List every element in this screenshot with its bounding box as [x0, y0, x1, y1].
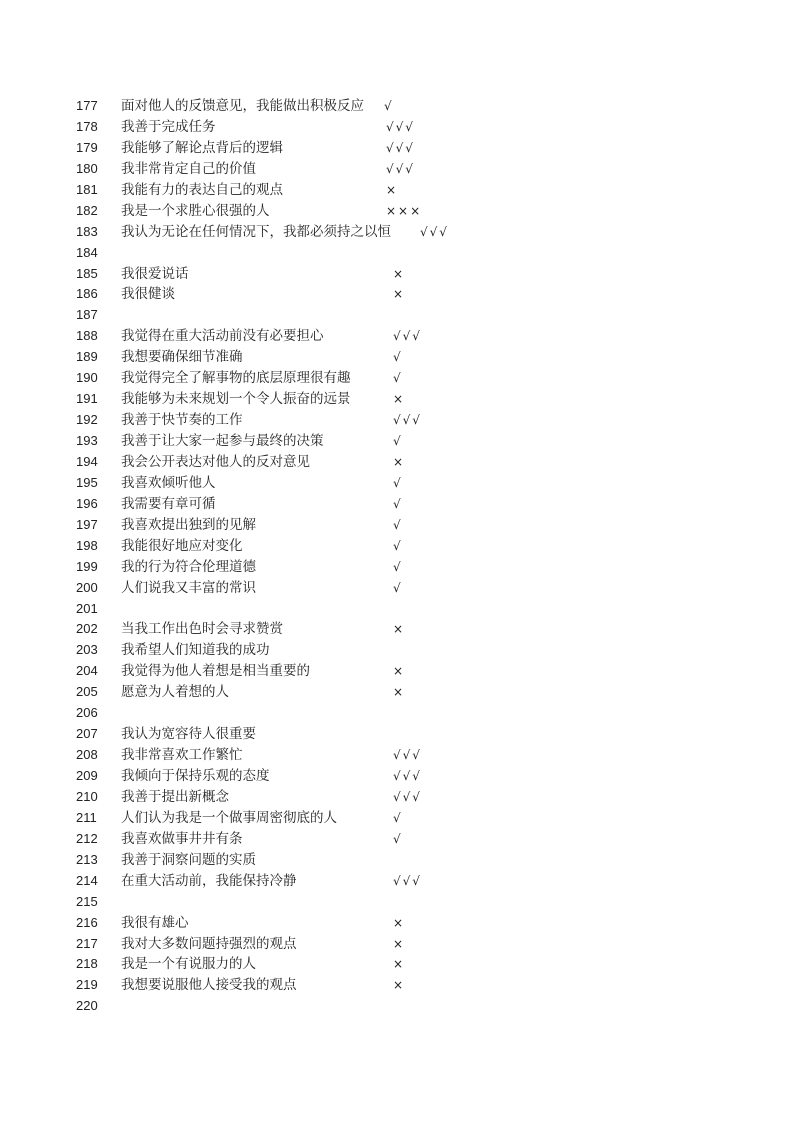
statement-text: 我喜欢做事井井有条 — [121, 830, 243, 847]
response-mark: √ — [393, 580, 403, 595]
response-mark: × — [393, 622, 406, 637]
list-item — [0, 766, 800, 787]
response-mark: ××× — [386, 203, 423, 218]
row-number: 196 — [76, 495, 98, 511]
statement-text: 我能很好地应对变化 — [121, 537, 243, 554]
row-number: 184 — [76, 244, 98, 260]
statement-text: 我倾向于保持乐观的态度 — [121, 768, 270, 784]
list-item — [0, 389, 800, 410]
response-mark: √√√ — [393, 413, 422, 428]
list-item — [0, 473, 800, 494]
statement-text: 我善于提出新概念 — [121, 788, 229, 805]
row-number: 177 — [76, 98, 98, 113]
response-mark: √ — [393, 475, 403, 490]
statement-text: 我会公开表达对他人的反对意见 — [121, 453, 310, 470]
response-mark: × — [393, 287, 406, 302]
list-item — [0, 703, 800, 724]
response-mark: × — [393, 685, 406, 700]
row-number: 203 — [76, 642, 98, 658]
statement-text: 我想要确保细节准确 — [121, 349, 243, 366]
response-mark: × — [386, 182, 399, 197]
list-item — [0, 305, 800, 326]
row-number: 206 — [76, 705, 98, 721]
list-item — [0, 494, 800, 515]
response-mark: √ — [393, 810, 403, 825]
list-item — [0, 619, 800, 640]
response-mark: √ — [393, 350, 403, 365]
row-number: 202 — [76, 621, 98, 637]
response-mark: × — [393, 915, 406, 930]
list-item — [0, 745, 800, 766]
row-number: 182 — [76, 202, 98, 218]
row-number: 197 — [76, 516, 98, 532]
statement-text: 我认为无论在任何情况下，我都必须持之以恒 — [121, 223, 391, 240]
row-number: 199 — [76, 558, 98, 574]
statement-text: 我希望人们知道我的成功 — [121, 642, 270, 659]
list-item — [0, 180, 800, 201]
row-number: 213 — [76, 851, 98, 867]
list-item — [0, 557, 800, 578]
statement-text: 在重大活动前，我能保持冷静 — [121, 872, 297, 889]
statement-text: 我的行为符合伦理道德 — [121, 558, 256, 575]
response-mark: √√√ — [386, 161, 415, 176]
list-item — [0, 871, 800, 892]
list-item — [0, 578, 800, 599]
row-number: 219 — [76, 977, 98, 993]
response-mark: √√√ — [393, 873, 422, 888]
row-number: 201 — [76, 600, 98, 616]
list-item — [0, 892, 800, 913]
row-number: 198 — [76, 537, 98, 553]
list-item — [0, 159, 800, 180]
row-number: 210 — [76, 788, 98, 804]
list-item — [0, 138, 800, 159]
statement-text: 我善于快节奏的工作 — [121, 412, 243, 429]
list-item — [0, 536, 800, 557]
list-item — [0, 829, 800, 850]
response-mark: √√√ — [393, 769, 422, 783]
statement-text: 人们认为我是一个做事周密彻底的人 — [121, 809, 337, 826]
response-mark: √ — [393, 517, 403, 532]
statement-text: 人们说我又丰富的常识 — [121, 579, 256, 596]
statement-text: 我认为宽容待人很重要 — [121, 726, 256, 743]
response-mark: √√√ — [420, 224, 449, 239]
statement-text: 我想要说服他人接受我的观点 — [121, 977, 297, 994]
statement-text: 我能够了解论点背后的逻辑 — [121, 139, 283, 156]
response-mark: √√√ — [393, 329, 422, 344]
response-mark: √ — [393, 831, 403, 846]
row-number: 214 — [76, 872, 98, 888]
row-number: 205 — [76, 684, 98, 700]
row-number: 178 — [76, 118, 98, 134]
list-item — [0, 326, 800, 347]
response-mark: √√√ — [386, 119, 415, 134]
row-number: 204 — [76, 663, 98, 679]
response-mark: √ — [384, 99, 394, 113]
statement-text: 我喜欢提出独到的见解 — [121, 516, 256, 533]
row-number: 191 — [76, 391, 98, 407]
row-number: 211 — [76, 809, 97, 825]
response-mark: √√√ — [393, 748, 422, 763]
row-number: 200 — [76, 579, 98, 595]
response-mark: √ — [393, 538, 403, 553]
row-number: 190 — [76, 370, 98, 386]
list-item — [0, 431, 800, 452]
response-mark: × — [393, 664, 406, 679]
statement-text: 我觉得完全了解事物的底层原理很有趣 — [121, 370, 351, 387]
row-number: 193 — [76, 433, 98, 448]
row-number: 180 — [76, 160, 98, 176]
list-item — [0, 934, 800, 955]
row-number: 217 — [76, 935, 98, 951]
statement-text: 我善于完成任务 — [121, 118, 216, 135]
list-item — [0, 264, 800, 285]
list-item — [0, 452, 800, 473]
list-item — [0, 201, 800, 222]
list-item — [0, 640, 800, 661]
statement-text: 我喜欢倾听他人 — [121, 474, 216, 491]
response-mark: × — [393, 978, 406, 993]
list-item — [0, 954, 800, 975]
row-number: 194 — [76, 453, 98, 469]
list-item — [0, 368, 800, 389]
response-mark: × — [393, 454, 406, 469]
statement-text: 我非常喜欢工作繁忙 — [121, 747, 243, 764]
statement-text: 我觉得在重大活动前没有必要担心 — [121, 328, 324, 345]
row-number: 208 — [76, 747, 98, 763]
row-number: 192 — [76, 412, 98, 428]
list-item — [0, 284, 800, 305]
response-mark: × — [393, 266, 406, 281]
list-item — [0, 661, 800, 682]
statement-text: 我很健谈 — [121, 286, 175, 303]
row-number: 220 — [76, 998, 98, 1014]
list-item — [0, 96, 800, 117]
statement-text: 我很有雄心 — [121, 914, 189, 931]
response-mark: × — [393, 936, 406, 951]
statement-text: 愿意为人着想的人 — [121, 684, 229, 701]
statement-text: 我对大多数问题持强烈的观点 — [121, 935, 297, 952]
list-item — [0, 347, 800, 368]
list-item — [0, 913, 800, 934]
response-mark: × — [393, 957, 406, 972]
list-item — [0, 410, 800, 431]
list-item — [0, 599, 800, 620]
statement-text: 我觉得为他人着想是相当重要的 — [121, 663, 310, 680]
row-number: 207 — [76, 726, 98, 742]
list-item — [0, 682, 800, 703]
row-number: 195 — [76, 474, 98, 490]
statement-list — [0, 96, 800, 1017]
statement-text: 我能够为未来规划一个令人振奋的远景 — [121, 391, 351, 408]
list-item — [0, 117, 800, 138]
statement-text: 我是一个求胜心很强的人 — [121, 202, 270, 219]
list-item — [0, 975, 800, 996]
row-number: 216 — [76, 914, 98, 930]
response-mark: √√√ — [393, 789, 422, 804]
response-mark: × — [393, 392, 406, 407]
statement-text: 我需要有章可循 — [121, 495, 216, 512]
row-number: 183 — [76, 223, 98, 239]
statement-text: 我善于让大家一起参与最终的决策 — [121, 433, 324, 449]
response-mark: √ — [393, 559, 403, 574]
statement-text: 当我工作出色时会寻求赞赏 — [121, 621, 283, 638]
statement-text: 我是一个有说服力的人 — [121, 956, 256, 973]
list-item — [0, 808, 800, 829]
response-mark: √ — [393, 496, 403, 511]
list-item — [0, 243, 800, 264]
statement-text: 我善于洞察问题的实质 — [121, 851, 256, 868]
response-mark: √√√ — [386, 140, 415, 155]
row-number: 212 — [76, 830, 98, 846]
response-mark: √ — [393, 434, 403, 448]
row-number: 181 — [76, 181, 98, 197]
row-number: 209 — [76, 768, 98, 783]
row-number: 189 — [76, 349, 98, 365]
list-item — [0, 787, 800, 808]
row-number: 187 — [76, 307, 98, 323]
statement-text: 我能有力的表达自己的观点 — [121, 181, 283, 198]
row-number: 215 — [76, 893, 98, 909]
row-number: 218 — [76, 956, 98, 972]
row-number: 186 — [76, 286, 98, 302]
response-mark: √ — [393, 371, 403, 386]
statement-text: 我非常肯定自己的价值 — [121, 160, 256, 177]
list-item — [0, 850, 800, 871]
list-item — [0, 515, 800, 536]
statement-text: 我很爱说话 — [121, 265, 189, 282]
row-number: 188 — [76, 328, 98, 344]
statement-text: 面对他人的反馈意见，我能做出积极反应 — [121, 98, 364, 114]
row-number: 185 — [76, 265, 98, 281]
list-item — [0, 996, 800, 1017]
list-item — [0, 222, 800, 243]
row-number: 179 — [76, 139, 98, 155]
list-item — [0, 724, 800, 745]
